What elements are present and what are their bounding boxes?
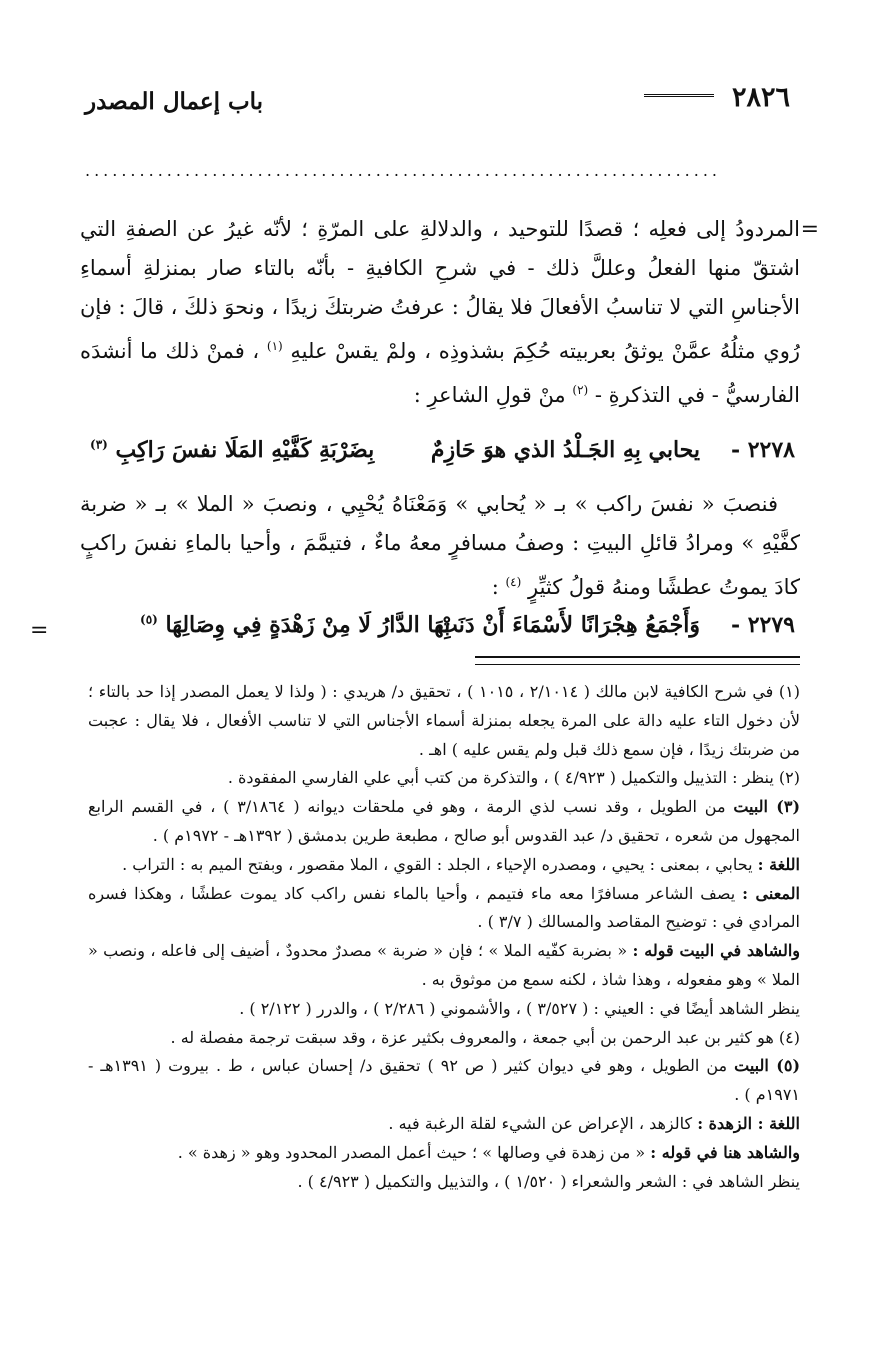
footnotes bbox=[88, 678, 800, 1196]
main-paragraph-2 bbox=[80, 485, 800, 607]
verse-2279 bbox=[80, 612, 795, 652]
footnote: المعنى : يصف الشاعر مسافرًا معه ماء فتيمم ، وأحيا بالماء نفس راكب كاد يموت عطشًا ، وهكذا فسره المرادي في : توضيح المقاصد والمسالك ( ٣/٧ ) . bbox=[88, 883, 800, 932]
footnote: اللغة : يحابي ، بمعنى : يحيي ، ومصدره الإحياء ، الجلد : القوي ، الملا مقصور ، وبفتح الميم به : التراب . bbox=[122, 854, 800, 874]
footnote: اللغة : الزهدة : كالزهد ، الإعراض عن الشيء لقلة الرغبة فيه . bbox=[388, 1113, 800, 1133]
footnote-ref[interactable]: (٤) bbox=[505, 575, 522, 589]
footnote-ref[interactable]: (٥) bbox=[140, 612, 158, 627]
main-paragraph-1 bbox=[80, 210, 800, 415]
dotted-separator: ...................................................................... bbox=[85, 166, 722, 176]
paragraph-text: ، فمنْ ذلك ما أنشدَه الفارسيُّ - في التذكرةِ - bbox=[80, 339, 800, 407]
page-header bbox=[85, 82, 790, 122]
page-number: ٢٨٢٦ bbox=[731, 82, 790, 113]
paragraph-text: منْ قولِ الشاعرِ : bbox=[413, 383, 566, 407]
footnote: ينظر الشاهد أيضًا في : العيني : ( ٣/٥٢٧ ) ، والأشموني ( ٢/٢٨٦ ) ، والدرر ( ٢/١٢٢ ) . bbox=[239, 998, 800, 1018]
verse-second-hemistich: بِهَا الدَّارُ لَا مِنْ زَهْدَةٍ فِي وِصَالِهَا $^{(٥)}$ bbox=[140, 612, 451, 638]
verse-number: ٢٢٧٩ - bbox=[730, 612, 795, 638]
verse-second-hemistich: بِضَرْبَةِ كَفَّيْهِ المَلَا نفسَ رَاكِبِ $^{(٣)}$ bbox=[90, 437, 375, 463]
footnote: ينظر الشاهد في : الشعر والشعراء ( ١/٥٢٠ ) ، والتذييل والتكميل ( ٤/٩٢٣ ) . bbox=[297, 1171, 800, 1191]
footnote: (٤) هو كثير بن عبد الرحمن بن أبي جمعة ، والمعروف بكثير عزة ، وقد سبقت ترجمة مفصلة له . bbox=[170, 1027, 800, 1047]
paragraph-text: فنصبَ « نفسَ راكب » بـ « يُحابي » وَمَعْنَاهُ يُحْيِي ، ونصبَ « الملا » بـ « ضربة كفَّيْهِ » ومرادُ قائلِ البيتِ : وصفُ مسافرٍ معهُ ماءٌ ، فتيمَّمَ ، وأحيا بالماءِ نفسَ راكبٍ كادَ يموتُ عطشًا ومنهُ قولُ كثيِّرٍ bbox=[80, 492, 800, 599]
footnote: (٥) البيت من الطويل ، وهو في ديوان كثير ( ص ٩٢ ) تحقيق د/ إحسان عباس ، ط . بيروت ( ١٣٩١هـ - ١٩٧١م ) . bbox=[88, 1056, 801, 1105]
footnote-ref[interactable]: (٣) bbox=[90, 437, 108, 452]
footnote-ref[interactable]: (٢) bbox=[572, 383, 589, 397]
footnote: (٣) البيت من الطويل ، وقد نسب لذي الرمة ، وهو في ملحقات ديوانه ( ٣/١٨٦٤ ) ، في القسم الرابع المجهول من شعره ، تحقيق د/ عبد القدوس أبو صالح ، مطبعة طرين بدمشق ( ١٣٩٢هـ - ١٩٧٢م ) . bbox=[88, 797, 801, 845]
paragraph-text: : bbox=[491, 575, 499, 599]
verse-first-hemistich: وَأَجْمَعُ هِجْرَانًا لأَسْمَاءَ أَنْ دَنَتْ bbox=[437, 612, 700, 638]
continuation-mark: = bbox=[30, 618, 49, 643]
paragraph-text: المردودُ إلى فعلِه ؛ قصدًا للتوحيد ، والدلالةِ على المرّةِ ؛ لأنّه غيرُ عن الصفةِ التي اشتقّ منها الفعلُ وعللَّ ذلك - في شرحِ الكافيةِ - بأنّه بالتاء صار بمنزلةِ أسماءِ الأجناسِ التي لا تناسبُ الأفعالَ فلا يقالُ : عرفتُ ضربتكَ زيدًا ، ونحوَ ذلكَ ، قالَ : فإن رُوي مثلُهُ عمَّنْ يوثقُ بعربيته حُكِمَ بشذوذِه ، ولمْ يقسْ عليهِ bbox=[80, 217, 800, 363]
footnote: (١) في شرح الكافية لابن مالك ( ٢/١٠١٤ ، ١٠١٥ ) ، تحقيق د/ هريدي : ( ولذا لا يعمل المصدر إذا حد بالتاء ؛ لأن دخول التاء عليه دالة على المرة يجعله بمنزلة أسماء الأجناس التي لا تناسب الأفعال ، فلا يقال : عجبت من ضربتك زيدًا ، فإن سمع ذلك قبل ولم يقس عليه ) اهـ . bbox=[88, 682, 801, 759]
footnote: والشاهد في البيت قوله : « بضربة كفّيه الملا » ؛ فإن « ضربة » مصدرٌ محدودٌ ، أضيف إلى فاعله ، ونصب « الملا » وهو مفعوله ، وهذا شاذ ، لكنه سمع من موثوق به . bbox=[88, 941, 801, 989]
footnote-separator bbox=[475, 656, 800, 665]
footnote-ref[interactable]: (١) bbox=[266, 339, 283, 353]
footnote: والشاهد هنا في قوله : « من زهدة في وصالها » ؛ حيث أعمل المصدر المحدود وهو « زهدة » . bbox=[177, 1142, 800, 1162]
verse-first-hemistich: يحابي بِهِ الجَـلْدُ الذي هوَ حَازِمٌ bbox=[430, 437, 700, 463]
chapter-title: باب إعمال المصدر bbox=[85, 88, 264, 115]
verse-number: ٢٢٧٨ - bbox=[730, 437, 795, 463]
continuation-mark: = bbox=[800, 217, 819, 242]
footnote: (٢) ينظر : التذييل والتكميل ( ٤/٩٢٣ ) ، والتذكرة من كتب أبي علي الفارسي المفقودة . bbox=[227, 768, 800, 788]
verse-2278 bbox=[80, 437, 795, 477]
header-rule bbox=[644, 94, 714, 102]
